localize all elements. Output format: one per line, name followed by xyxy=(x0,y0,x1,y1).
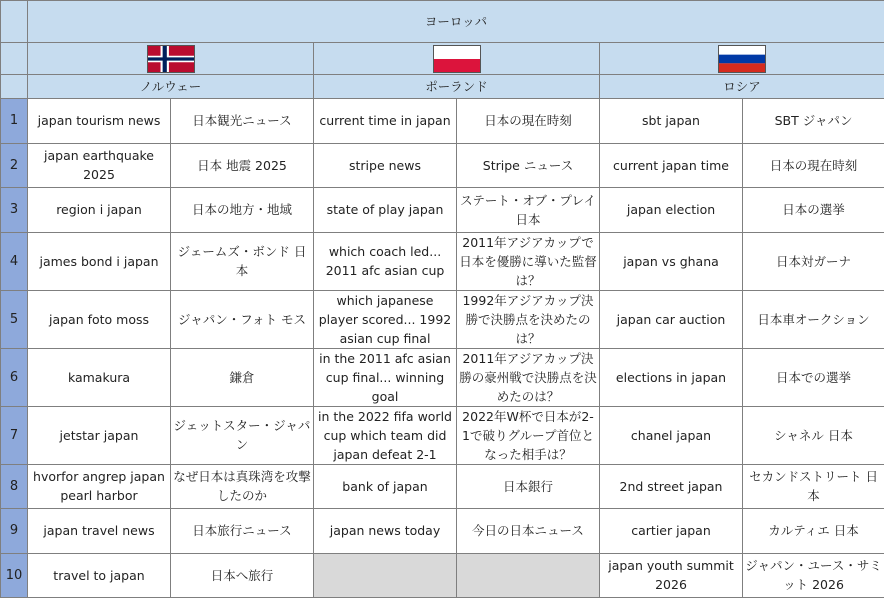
query-cell: japan earthquake 2025 xyxy=(28,143,171,188)
translation-cell: ジャパン・ユース・サミット 2026 xyxy=(743,553,884,598)
translation-cell: 日本での選挙 xyxy=(743,348,884,406)
query-cell: state of play japan xyxy=(314,188,457,233)
query-cell: region i japan xyxy=(28,188,171,233)
query-cell: stripe news xyxy=(314,143,457,188)
query-cell: sbt japan xyxy=(600,99,743,144)
query-cell: japan vs ghana xyxy=(600,232,743,290)
region-header: ヨーロッパ xyxy=(28,1,884,43)
row-number: 2 xyxy=(1,143,28,188)
flag-cell-norway xyxy=(28,43,314,75)
query-cell: james bond i japan xyxy=(28,232,171,290)
translation-cell: 2011年アジアカップ決勝の豪州戦で決勝点を決めたのは？ xyxy=(457,348,600,406)
translation-cell: 2022年W杯で日本が2-1で破りグループ首位となった相手は？ xyxy=(457,406,600,464)
translation-cell: 日本観光ニュース xyxy=(171,99,314,144)
translation-cell: 1992年アジアカップ決勝で決勝点を決めたのは？ xyxy=(457,290,600,348)
query-cell: which japanese player scored... 1992 asian cup final xyxy=(314,290,457,348)
flag-cell-poland xyxy=(314,43,600,75)
translation-cell: 鎌倉 xyxy=(171,348,314,406)
translation-cell: 日本車オークション xyxy=(743,290,884,348)
row-number: 4 xyxy=(1,232,28,290)
table-row xyxy=(1,464,884,509)
query-cell: which coach led... 2011 afc asian cup xyxy=(314,232,457,290)
query-cell: hvorfor angrep japan pearl harbor xyxy=(28,464,171,509)
translation-cell: カルティエ 日本 xyxy=(743,509,884,554)
translation-cell: ジャパン・フォト モス xyxy=(171,290,314,348)
flag-cell-russia xyxy=(600,43,884,75)
translation-cell: シャネル 日本 xyxy=(743,406,884,464)
translation-cell: セカンドストリート 日本 xyxy=(743,464,884,509)
translation-cell: ジェームズ・ボンド 日本 xyxy=(171,232,314,290)
query-cell: bank of japan xyxy=(314,464,457,509)
table-row xyxy=(1,143,884,188)
row-number: 1 xyxy=(1,99,28,144)
row-number: 10 xyxy=(1,553,28,598)
poland-flag-icon xyxy=(433,45,481,73)
norway-flag-icon xyxy=(147,45,195,73)
query-cell: jetstar japan xyxy=(28,406,171,464)
row-number: 3 xyxy=(1,188,28,233)
query-cell: cartier japan xyxy=(600,509,743,554)
russia-flag-icon xyxy=(718,45,766,73)
translation-cell: SBT ジャパン xyxy=(743,99,884,144)
country-name-norway: ノルウェー xyxy=(28,75,314,99)
query-cell: travel to japan xyxy=(28,553,171,598)
corner-cell xyxy=(1,43,28,75)
query-cell: japan travel news xyxy=(28,509,171,554)
translation-cell: 日本 地震 2025 xyxy=(171,143,314,188)
table-row xyxy=(1,99,884,144)
query-cell: japan news today xyxy=(314,509,457,554)
table-row xyxy=(1,188,884,233)
table-row xyxy=(1,290,884,348)
translation-cell: ジェットスター・ジャパン xyxy=(171,406,314,464)
translation-cell: 日本対ガーナ xyxy=(743,232,884,290)
translation-cell: 日本の地方・地域 xyxy=(171,188,314,233)
translation-cell: 日本の現在時刻 xyxy=(457,99,600,144)
query-cell: current japan time xyxy=(600,143,743,188)
table-row xyxy=(1,348,884,406)
translation-cell: 日本の選挙 xyxy=(743,188,884,233)
translation-cell: 日本の現在時刻 xyxy=(743,143,884,188)
translation-cell: 日本旅行ニュース xyxy=(171,509,314,554)
query-cell: japan foto moss xyxy=(28,290,171,348)
table-row xyxy=(1,509,884,554)
query-cell: japan youth summit 2026 xyxy=(600,553,743,598)
query-cell: elections in japan xyxy=(600,348,743,406)
table-row xyxy=(1,232,884,290)
query-cell: chanel japan xyxy=(600,406,743,464)
query-cell xyxy=(314,553,457,598)
translation-cell: Stripe ニュース xyxy=(457,143,600,188)
table-row xyxy=(1,553,884,598)
translation-cell: 今日の日本ニュース xyxy=(457,509,600,554)
query-cell: kamakura xyxy=(28,348,171,406)
row-number: 8 xyxy=(1,464,28,509)
corner-cell xyxy=(1,75,28,99)
query-cell: in the 2022 fifa world cup which team did japan defeat 2-1 xyxy=(314,406,457,464)
query-cell: in the 2011 afc asian cup final... winning goal xyxy=(314,348,457,406)
query-cell: current time in japan xyxy=(314,99,457,144)
country-name-poland: ポーランド xyxy=(314,75,600,99)
translation-cell: 2011年アジアカップで日本を優勝に導いた監督は？ xyxy=(457,232,600,290)
query-cell: japan car auction xyxy=(600,290,743,348)
query-cell: 2nd street japan xyxy=(600,464,743,509)
query-cell: japan election xyxy=(600,188,743,233)
translation-cell: ステート・オブ・プレイ 日本 xyxy=(457,188,600,233)
table-row xyxy=(1,406,884,464)
row-number: 5 xyxy=(1,290,28,348)
query-cell: japan tourism news xyxy=(28,99,171,144)
translation-cell: 日本銀行 xyxy=(457,464,600,509)
corner-cell xyxy=(1,1,28,43)
translation-cell: 日本へ旅行 xyxy=(171,553,314,598)
country-name-russia: ロシア xyxy=(600,75,884,99)
row-number: 6 xyxy=(1,348,28,406)
row-number: 7 xyxy=(1,406,28,464)
translation-cell: なぜ日本は真珠湾を攻撃したのか xyxy=(171,464,314,509)
row-number: 9 xyxy=(1,509,28,554)
translation-cell xyxy=(457,553,600,598)
